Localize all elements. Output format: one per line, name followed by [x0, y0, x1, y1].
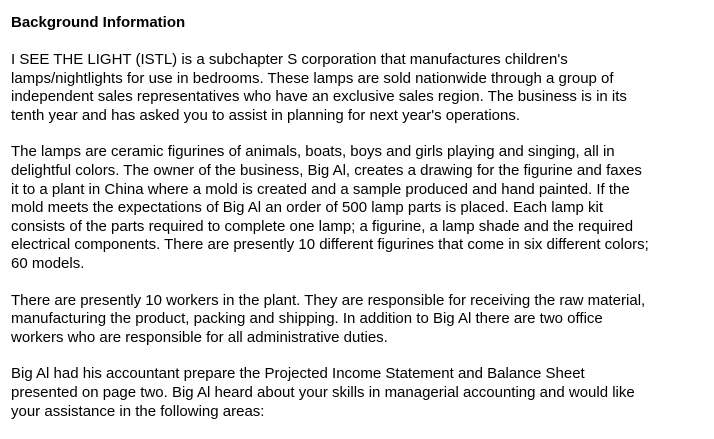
paragraph-line: manufacturing the product, packing and shipping. In addition to Big Al there are two office	[11, 310, 603, 328]
paragraph-line: presented on page two. Big Al heard about your skills in managerial accounting and would like	[11, 383, 635, 401]
paragraph-line: lamps/nightlights for use in bedrooms. These lamps are sold nationwide through a group of	[11, 69, 614, 87]
document-body	[11, 13, 707, 439]
paragraph-line: mold meets the expectations of Big Al an order of 500 lamp parts is placed. Each lamp kit	[11, 199, 603, 217]
paragraph-line: independent sales representatives who have an exclusive sales region. The business is in its	[11, 88, 627, 106]
paragraph-line: Big Al had his accountant prepare the Projected Income Statement and Balance Sheet	[11, 365, 585, 383]
paragraph-line: There are presently 10 workers in the plant. They are responsible for receiving the raw material,	[11, 291, 646, 309]
paragraph-line: workers who are responsible for all administrative duties.	[11, 328, 388, 346]
paragraph-line: delightful colors. The owner of the business, Big Al, creates a drawing for the figurine and faxes	[11, 161, 642, 179]
paragraph-product-description	[11, 143, 707, 273]
paragraph-line: electrical components. There are presently 10 different figurines that come in six different colors;	[11, 236, 649, 254]
paragraph-line: I SEE THE LIGHT (ISTL) is a subchapter S corporation that manufactures children's	[11, 51, 568, 68]
paragraph-line: consists of the parts required to complete one lamp; a figurine, a lamp shade and the required	[11, 217, 634, 235]
document-heading: Background Information	[11, 14, 186, 31]
paragraph-assistance-request	[11, 365, 707, 421]
paragraph-line: The lamps are ceramic figurines of animals, boats, boys and girls playing and singing, all in	[11, 143, 615, 161]
paragraph-line: it to a plant in China where a mold is created and a sample produced and hand painted. If the	[11, 180, 630, 198]
paragraph-line: 60 models.	[11, 254, 85, 272]
paragraph-line: your assistance in the following areas:	[11, 402, 265, 420]
paragraph-line: tenth year and has asked you to assist in planning for next year's operations.	[11, 106, 521, 124]
paragraph-workforce	[11, 292, 707, 348]
paragraph-company-overview	[11, 51, 707, 125]
